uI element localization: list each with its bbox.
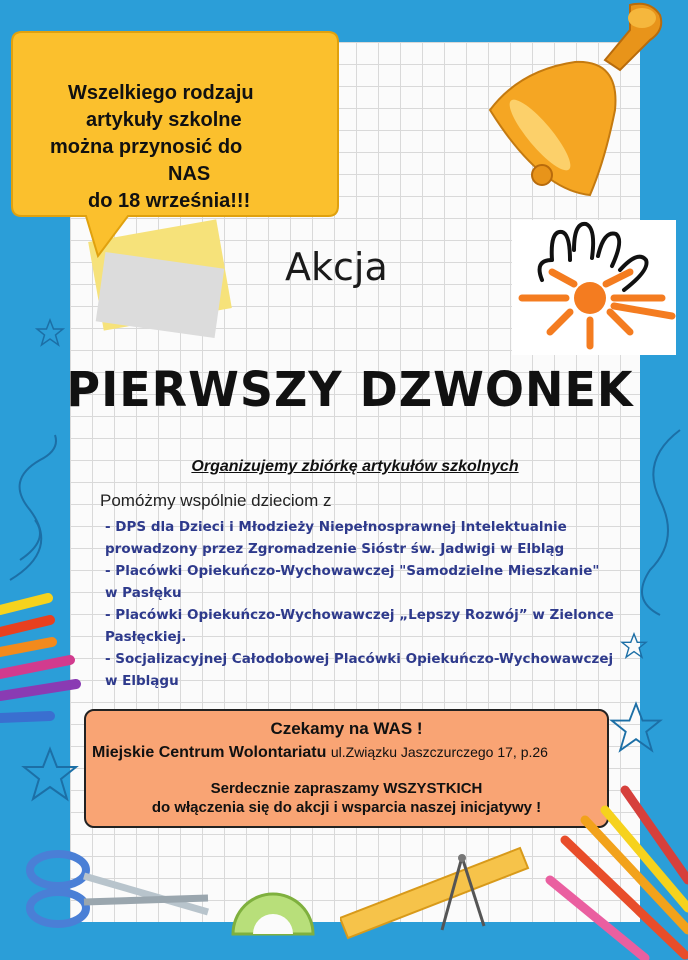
star-icon [608, 700, 664, 756]
protractor-icon [228, 876, 318, 936]
bubble-line: można przynosić do [50, 136, 243, 158]
swirl-decoration-icon [0, 430, 70, 590]
swirl-decoration-icon [620, 420, 688, 620]
star-icon [20, 745, 80, 805]
list-item: w Elblągu [105, 673, 179, 689]
crayons-icon [0, 590, 90, 740]
list-item: prowadzony przez Zgromadzenie Sióstr św. Jadwigi w Elbląg [105, 541, 565, 557]
list-item: Pasłęckiej. [105, 629, 187, 645]
bell-icon [480, 0, 680, 205]
list-item: - Socjalizacyjnej Całodobowej Placówki Opiekuńczo-Wychowawczej [105, 651, 614, 667]
list-item: - Placówki Opiekuńczo-Wychowawczej "Samodzielne Mieszkanie" [105, 563, 600, 579]
bubble-line: NAS [168, 163, 211, 185]
address: ul.Związku Jaszczurczego 17, p.26 [330, 744, 548, 760]
hand-sun-logo-icon [512, 220, 676, 355]
speech-bubble [8, 28, 342, 260]
bubble-line: Wszelkiego rodzaju [68, 82, 254, 104]
list-item: - Placówki Opiekuńczo-Wychowawczej „Lepszy Rozwój” w Zielonce [105, 607, 614, 623]
invitation-line: do włączenia się do akcji i wsparcia naszej inicjatywy ! [151, 799, 542, 816]
bubble-line: do 18 września!!! [88, 190, 251, 212]
pencils-icon [545, 780, 688, 960]
list-item: w Pasłęku [105, 585, 182, 601]
organization-name: Miejskie Centrum Wolontariatu [92, 744, 327, 761]
star-icon [620, 632, 648, 660]
institution-list [105, 516, 614, 692]
help-intro: Pomóżmy wspólnie dzieciom z [100, 491, 332, 510]
logo-card [512, 220, 676, 355]
star-icon [35, 318, 65, 348]
subtitle: Organizujemy zbiórkę artykułów szkolnych [191, 458, 519, 475]
akcja-label: Akcja [285, 245, 388, 289]
organization-line [92, 744, 548, 762]
compass-icon [432, 852, 492, 932]
scissors-icon [18, 840, 218, 940]
page-title: PIERWSZY DZWONEK [66, 360, 634, 418]
bubble-line: artykuły szkolne [86, 109, 242, 131]
invitation [86, 779, 607, 817]
waiting-text: Czekamy na WAS ! [270, 719, 423, 738]
contact-box [84, 709, 609, 828]
invitation-line: Serdecznie zapraszamy WSZYSTKICH [210, 780, 483, 797]
list-item: - DPS dla Dzieci i Młodzieży Niepełnosprawnej Intelektualnie [105, 519, 567, 535]
